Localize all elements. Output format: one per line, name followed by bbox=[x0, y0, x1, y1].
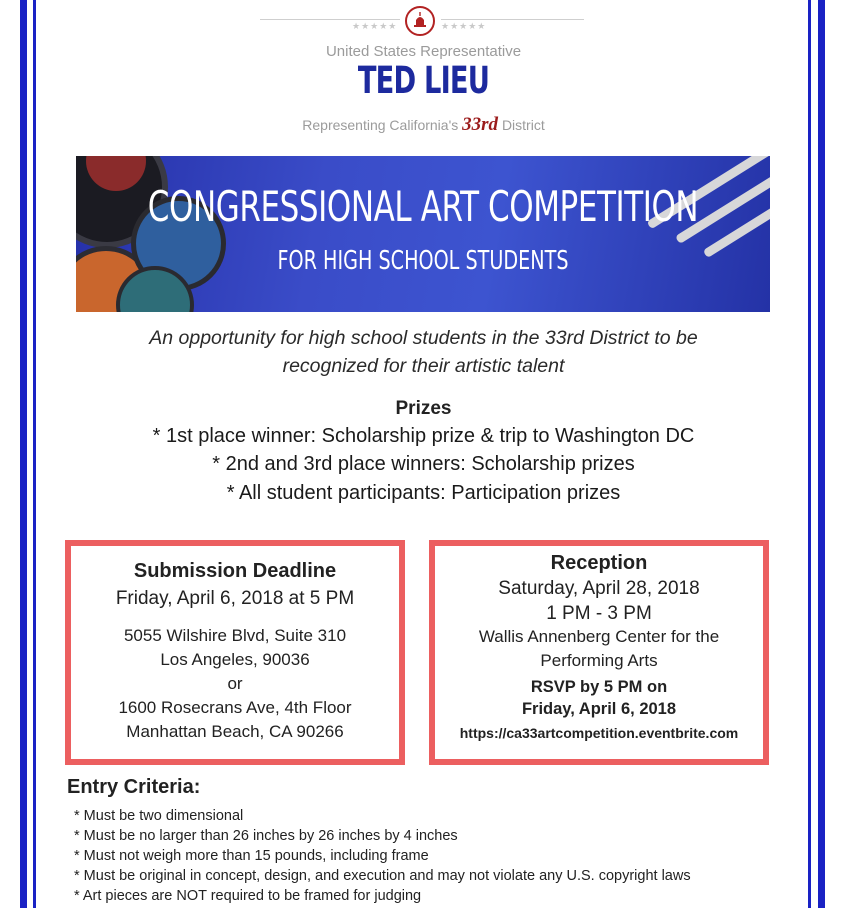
banner-title: CONGRESSIONAL ART COMPETITION bbox=[147, 182, 699, 231]
capitol-seal-icon bbox=[405, 6, 435, 36]
submission-deadline: Friday, April 6, 2018 at 5 PM bbox=[115, 588, 355, 609]
list-item: * Must be no larger than 26 inches by 26 inches by 4 inches bbox=[74, 828, 458, 844]
entry-criteria-list bbox=[74, 806, 691, 906]
venue-line-2: Performing Arts bbox=[540, 651, 658, 670]
address-or: or bbox=[227, 674, 243, 693]
list-item: * Art pieces are NOT required to be framed for judging bbox=[74, 888, 422, 904]
list-item: * Must be two dimensional bbox=[74, 808, 244, 824]
address-2-line-1: 1600 Rosecrans Ave, 4th Floor bbox=[118, 698, 352, 717]
header-rule-right bbox=[441, 19, 584, 20]
district-prefix: Representing California's bbox=[302, 117, 459, 133]
prize-item: * All student participants: Participation prizes bbox=[226, 482, 621, 504]
address-1-line-1: 5055 Wilshire Blvd, Suite 310 bbox=[123, 626, 347, 645]
venue-line-1: Wallis Annenberg Center for the bbox=[478, 627, 720, 646]
reception-date: Saturday, April 28, 2018 bbox=[498, 578, 700, 599]
list-item: * Must be original in concept, design, and execution and may not violate any U.S. copyright laws bbox=[74, 868, 691, 884]
banner-subtitle: FOR HIGH SCHOOL STUDENTS bbox=[277, 246, 569, 276]
reception-title: Reception bbox=[550, 552, 648, 574]
list-item: * Must not weigh more than 15 pounds, including frame bbox=[74, 848, 429, 864]
header-rule-left bbox=[260, 19, 400, 20]
reception-box bbox=[429, 540, 769, 765]
stars-left: ★★★★★ bbox=[352, 22, 398, 32]
competition-banner bbox=[76, 156, 770, 312]
address-2-line-2: Manhattan Beach, CA 90266 bbox=[126, 722, 344, 741]
district-suffix: District bbox=[501, 117, 545, 133]
district-number: 33rd bbox=[462, 114, 499, 135]
reception-time: 1 PM - 3 PM bbox=[546, 603, 652, 624]
rsvp-url-link[interactable]: https://ca33artcompetition.eventbrite.com bbox=[459, 725, 739, 741]
representative-title: United States Representative bbox=[325, 43, 522, 60]
submission-box bbox=[65, 540, 405, 765]
address-1-line-2: Los Angeles, 90036 bbox=[160, 650, 310, 669]
submission-title: Submission Deadline bbox=[133, 560, 337, 582]
stars-right: ★★★★★ bbox=[441, 22, 487, 32]
rsvp-line-2: Friday, April 6, 2018 bbox=[521, 700, 677, 718]
prize-item: * 2nd and 3rd place winners: Scholarship prizes bbox=[212, 453, 635, 475]
rsvp-line-1: RSVP by 5 PM on bbox=[530, 678, 668, 696]
representative-name: TED LIEU bbox=[357, 59, 490, 102]
entry-criteria-heading: Entry Criteria: bbox=[67, 776, 201, 798]
prize-item: * 1st place winner: Scholarship prize & trip to Washington DC bbox=[152, 425, 695, 447]
district-line bbox=[0, 114, 847, 136]
intro-text: An opportunity for high school students in the 33rd District to be recognized for their artistic talent bbox=[149, 327, 698, 377]
prizes-heading: Prizes bbox=[395, 398, 452, 419]
